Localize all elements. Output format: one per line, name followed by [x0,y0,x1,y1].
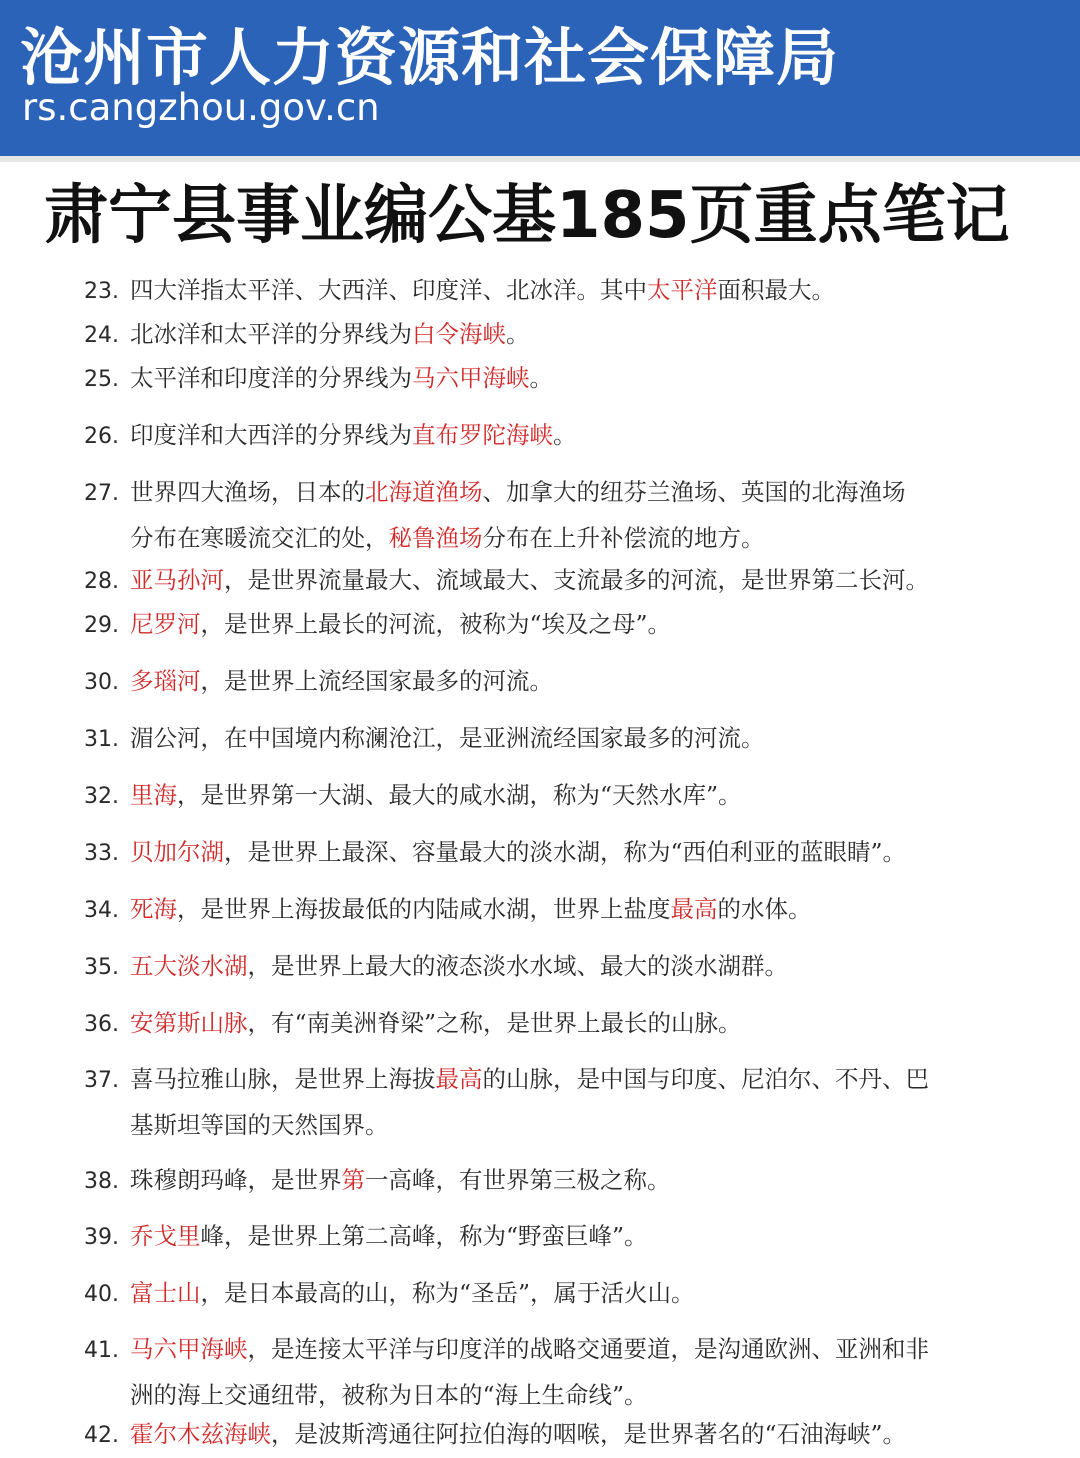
note-item [84,716,984,762]
note-item [84,312,984,358]
note-line [84,1412,984,1458]
note-text: 基斯坦等国的天然国界。 [130,1111,389,1139]
highlighted-term: 多瑙河 [130,667,201,695]
note-item [84,602,984,648]
note-text: ，是世界第一大湖、最大的咸水湖，称为“天然水库”。 [177,781,742,809]
note-line [84,773,984,819]
highlighted-term: 最高 [670,895,718,923]
note-text: ，是世界上流经国家最多的河流。 [200,667,553,695]
note-number: 32. [84,784,119,809]
note-line [84,413,984,459]
note-line [84,470,984,516]
highlighted-term: 最高 [435,1065,483,1093]
note-number: 25. [84,367,119,392]
note-number: 30. [84,670,119,695]
note-text: 世界四大渔场，日本的 [130,478,365,506]
note-line [84,716,984,762]
note-line [84,602,984,648]
note-line [84,1214,984,1260]
note-text: 、加拿大的纽芬兰渔场、英国的北海渔场 [482,478,906,506]
note-line [84,944,984,990]
note-item [84,558,984,604]
note-number: 33. [84,841,119,866]
highlighted-term: 死海 [130,895,177,923]
note-number: 26. [84,424,119,449]
note-text: 珠穆朗玛峰，是世界 [130,1166,342,1194]
highlighted-term: 直布罗陀海峡 [412,421,553,449]
note-text: ，是世界上最大的液态淡水水域、最大的淡水湖群。 [247,952,788,980]
highlighted-term: 乔戈里 [130,1222,201,1250]
site-url[interactable]: rs.cangzhou.gov.cn [22,86,380,129]
note-number: 36. [84,1012,119,1037]
note-text: ，有“南美洲脊梁”之称，是世界上最长的山脉。 [247,1009,742,1037]
note-text: 峰，是世界上第二高峰，称为“野蛮巨峰”。 [200,1222,648,1250]
note-text: 。 [529,364,553,392]
note-line [84,830,984,876]
note-text: 湄公河，在中国境内称澜沧江，是亚洲流经国家最多的河流。 [130,724,765,752]
note-line [84,659,984,705]
note-text: 洲的海上交通纽带，被称为日本的“海上生命线”。 [130,1381,648,1409]
note-number: 41. [84,1338,119,1363]
note-number: 38. [84,1169,119,1194]
note-line [84,1327,984,1373]
note-line [84,1057,984,1103]
highlighted-term: 富士山 [130,1279,201,1307]
note-line [84,1001,984,1047]
note-item [84,1271,984,1317]
note-line [84,887,984,933]
highlighted-term: 秘鲁渔场 [388,524,483,552]
note-number: 39. [84,1225,119,1250]
note-text: 一高峰，有世界第三极之称。 [365,1166,671,1194]
note-item [84,773,984,819]
note-item [84,356,984,402]
highlighted-term: 里海 [130,781,177,809]
note-number: 28. [84,569,119,594]
note-item [84,659,984,705]
note-text: 的山脉，是中国与印度、尼泊尔、不丹、巴 [482,1065,929,1093]
note-text: 分布在寒暖流交汇的处， [130,524,389,552]
note-text: 太平洋和印度洋的分界线为 [130,364,412,392]
note-number: 24. [84,323,119,348]
note-item [84,1001,984,1047]
note-text: 北冰洋和太平洋的分界线为 [130,320,412,348]
note-text: ，是连接太平洋与印度洋的战略交通要道，是沟通欧洲、亚洲和非 [247,1335,929,1363]
note-text: ，是世界上最长的河流，被称为“埃及之母”。 [200,610,672,638]
note-text: ，是日本最高的山，称为“圣岳”，属于活火山。 [200,1279,695,1307]
note-number: 35. [84,955,119,980]
note-line [84,312,984,358]
note-number: 34. [84,898,119,923]
highlighted-term: 白令海峡 [412,320,506,348]
note-item [84,944,984,990]
note-line [84,268,984,314]
note-line [84,1271,984,1317]
note-text: 。 [506,320,530,348]
note-number: 29. [84,613,119,638]
note-item [84,268,984,314]
note-text: 。 [553,421,577,449]
highlighted-term: 贝加尔湖 [130,838,224,866]
note-item [84,887,984,933]
note-text: 四大洋指太平洋、大西洋、印度洋、北冰洋。其中 [130,276,647,304]
highlighted-term: 亚马孙河 [130,566,224,594]
highlighted-term: 第 [341,1166,365,1194]
site-title: 沧州市人力资源和社会保障局 [20,21,840,94]
note-text: 印度洋和大西洋的分界线为 [130,421,412,449]
note-line [84,558,984,604]
note-line [84,1103,984,1147]
note-line [84,356,984,402]
note-number: 40. [84,1282,119,1307]
note-item [84,1412,984,1458]
highlighted-term: 北海道渔场 [365,478,483,506]
note-text: 喜马拉雅山脉，是世界上海拔 [130,1065,436,1093]
highlighted-term: 五大淡水湖 [130,952,248,980]
note-item [84,470,984,560]
note-item [84,1214,984,1260]
note-line [84,1158,984,1204]
note-item [84,1057,984,1147]
highlighted-term: 霍尔木兹海峡 [130,1420,271,1448]
note-text: 分布在上升补偿流的地方。 [482,524,765,552]
note-line [84,516,984,560]
note-item [84,1158,984,1204]
highlighted-term: 马六甲海峡 [130,1335,248,1363]
note-text: ，是世界上海拔最低的内陆咸水湖，世界上盐度 [177,895,671,923]
note-number: 42. [84,1423,119,1448]
note-number: 37. [84,1068,119,1093]
note-item [84,830,984,876]
note-number: 23. [84,279,119,304]
highlighted-term: 太平洋 [647,276,718,304]
note-number: 31. [84,727,119,752]
highlighted-term: 尼罗河 [130,610,201,638]
note-line [84,1373,984,1417]
note-text: ，是波斯湾通往阿拉伯海的咽喉，是世界著名的“石油海峡”。 [271,1420,907,1448]
note-text: ，是世界上最深、容量最大的淡水湖，称为“西伯利亚的蓝眼睛”。 [224,838,907,866]
note-text: ，是世界流量最大、流域最大、支流最多的河流，是世界第二长河。 [224,566,929,594]
note-text: 面积最大。 [717,276,835,304]
highlighted-term: 马六甲海峡 [412,364,530,392]
note-item [84,1327,984,1417]
document-headline: 肃宁县事业编公基185页重点笔记 [44,179,1010,253]
note-number: 27. [84,481,119,506]
note-text: 的水体。 [717,895,812,923]
note-item [84,413,984,459]
highlighted-term: 安第斯山脉 [130,1009,248,1037]
